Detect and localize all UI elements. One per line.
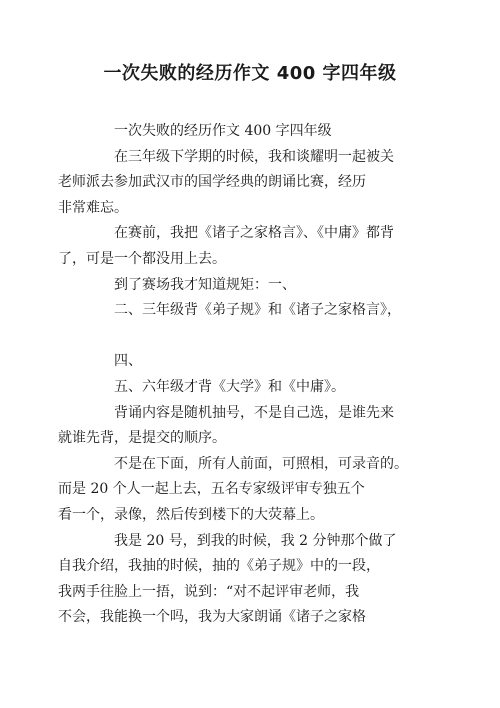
- document-body: [58, 119, 426, 631]
- paragraph-line: 看一个，录像，然后传到楼下的大荧幕上。: [58, 506, 324, 523]
- paragraph-line: 五、六年级才背《大学》和《中庸》。: [114, 378, 345, 395]
- paragraph-line: 背诵内容是随机抽号，不是自己选，是谁先来: [114, 404, 394, 421]
- paragraph-line: 我是 20 号，到我的时候，我 2 分钟那个做了: [114, 532, 397, 549]
- paragraph-line: 自我介绍，我抽的时候，抽的《弟子规》中的一段，: [58, 558, 380, 575]
- paragraph-line: 了，可是一个都没用上去。: [58, 250, 226, 267]
- document-title: 一次失败的经历作文 400 字四年级: [103, 63, 397, 84]
- paragraph-line: 一次失败的经历作文 400 字四年级: [114, 123, 332, 139]
- paragraph-line: 在赛前，我把《诸子之家格言》、《中庸》都背: [114, 225, 394, 242]
- blank-line: [86, 324, 426, 350]
- paragraph-line: 我两手往脸上一捂，说到：“对不起评审老师，我: [58, 583, 360, 600]
- paragraph-line: 四、: [114, 353, 142, 370]
- paragraph-line: 而是 20 个人一起上去，五名专家级评审专独五个: [58, 481, 365, 498]
- paragraph-line: 老师派去参加武汉市的国学经典的朗诵比赛，经历: [58, 174, 366, 191]
- paragraph-line: 非常难忘。: [58, 199, 128, 216]
- paragraph-line: 到了赛场我才知道规矩：一、: [114, 276, 296, 293]
- paragraph-line: 在三年级下学期的时候，我和谈耀明一起被关: [114, 148, 394, 165]
- paragraph-line: 就谁先背，是提交的顺序。: [58, 430, 226, 447]
- paragraph-line: 不是在下面，所有人前面，可照相，可录音的。: [114, 455, 408, 472]
- paragraph-line: 二、三年级背《弟子规》和《诸子之家格言》，: [114, 302, 401, 319]
- paragraph-line: 不会，我能换一个吗，我为大家朗诵《诸子之家格: [58, 609, 366, 626]
